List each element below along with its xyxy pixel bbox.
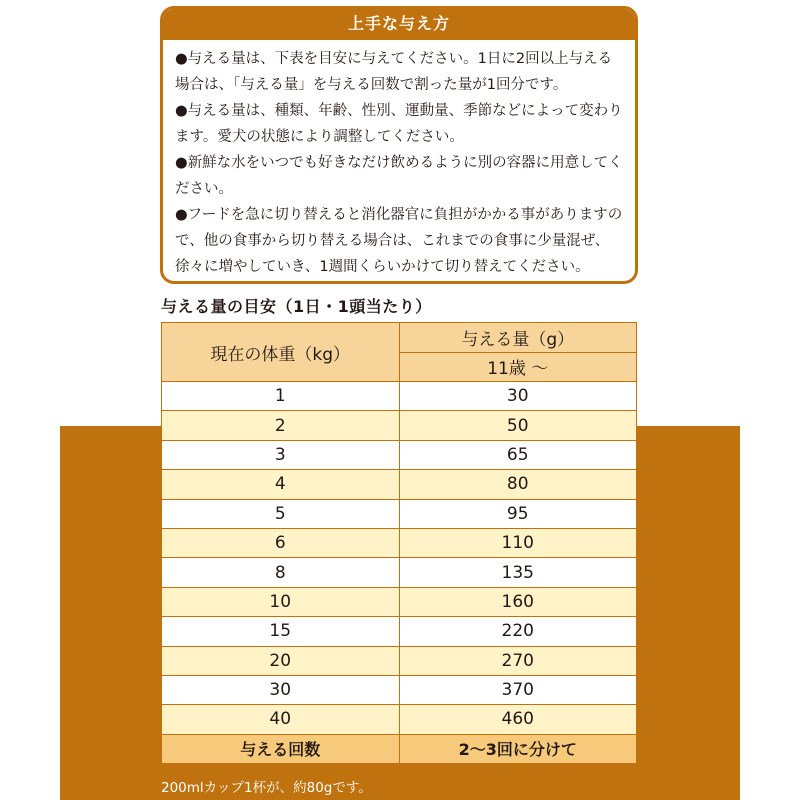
weight-cell: 1	[162, 382, 400, 411]
amount-cell: 95	[399, 499, 637, 528]
table-row	[162, 617, 637, 646]
amount-cell: 160	[399, 587, 637, 616]
amount-cell: 370	[399, 675, 637, 704]
tip-item: ● 新鮮な水をいつでも好きなだけ飲めるように別の容器に用意してください。	[175, 150, 625, 202]
amount-cell: 220	[399, 617, 637, 646]
amount-cell: 80	[399, 470, 637, 499]
weight-cell: 20	[162, 646, 400, 675]
amount-cell: 135	[399, 558, 637, 587]
weight-cell: 6	[162, 528, 400, 557]
amount-cell: 30	[399, 382, 637, 411]
table-row	[162, 411, 637, 440]
amount-cell: 460	[399, 705, 637, 734]
table-row	[162, 499, 637, 528]
amount-cell: 110	[399, 528, 637, 557]
table-row	[162, 440, 637, 469]
weight-cell: 4	[162, 470, 400, 499]
footer-label: 与える回数	[162, 734, 400, 763]
tip-item: ● フードを急に切り替えると消化器官に負担がかかる事がありますので、他の食事から切り替える場合は、これまでの食事に少量混ぜ、徐々に増やしていき、1週間くらいかけて切り替えてください。	[175, 202, 625, 280]
table-header-row	[162, 323, 637, 353]
table-row	[162, 528, 637, 557]
weight-cell: 5	[162, 499, 400, 528]
tips-list	[163, 40, 635, 280]
weight-cell: 10	[162, 587, 400, 616]
table-row	[162, 646, 637, 675]
feeding-tips-box	[160, 6, 638, 284]
tip-item: ● 与える量は、種類、年齢、性別、運動量、季節などによって変わります。愛犬の状態により調整してください。	[175, 98, 625, 150]
weight-cell: 15	[162, 617, 400, 646]
weight-cell: 2	[162, 411, 400, 440]
weight-cell: 3	[162, 440, 400, 469]
footer-value: 2〜3回に分けて	[399, 734, 637, 763]
tip-item: ● 与える量は、下表を目安に与えてください。1日に2回以上与える場合は、「与える量」を与える回数で割った量が1回分です。	[175, 46, 625, 98]
amount-cell: 65	[399, 440, 637, 469]
table-row	[162, 675, 637, 704]
table-row	[162, 382, 637, 411]
weight-cell: 40	[162, 705, 400, 734]
footnote: 200mlカップ1杯が、約80gです。	[161, 780, 372, 796]
amount-cell: 270	[399, 646, 637, 675]
header-weight: 現在の体重（kg）	[162, 323, 400, 382]
table-row	[162, 470, 637, 499]
table-footer-row	[162, 734, 637, 763]
table-title: 与える量の目安（1日・1頭当たり）	[161, 297, 432, 316]
weight-cell: 30	[162, 675, 400, 704]
header-age: 11歳 〜	[399, 352, 637, 382]
table-row	[162, 705, 637, 734]
table-row	[162, 558, 637, 587]
header-amount: 与える量（g）	[399, 323, 637, 353]
table-row	[162, 587, 637, 616]
feeding-table	[161, 322, 637, 764]
tips-title: 上手な与え方	[163, 9, 635, 40]
amount-cell: 50	[399, 411, 637, 440]
weight-cell: 8	[162, 558, 400, 587]
